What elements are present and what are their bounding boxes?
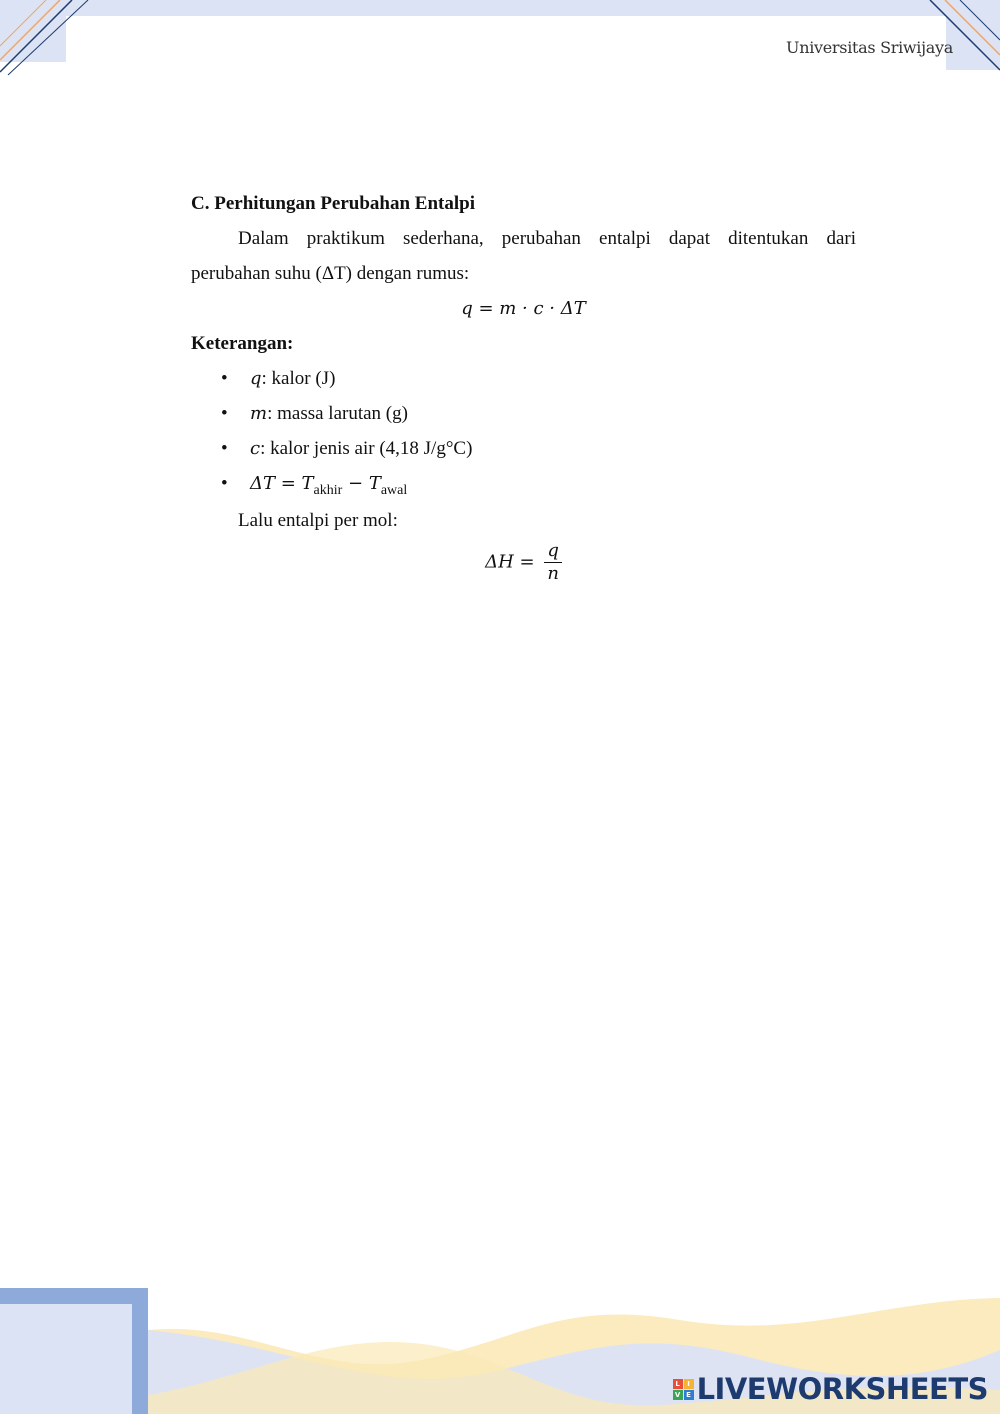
item-text: : kalor (J): [261, 368, 336, 389]
document-body: [191, 186, 856, 585]
item-text: : kalor jenis air (4,18 J/g°C): [260, 438, 473, 459]
item-text: : massa larutan (g): [267, 403, 408, 424]
delta-t-lhs: ΔT = T: [250, 473, 314, 494]
delta-t-minus: − T: [342, 473, 381, 494]
bullet-icon: •: [221, 368, 228, 389]
formula-enthalpy: [191, 540, 856, 585]
variable-list: [191, 361, 856, 503]
header-institution: Universitas Sriwijaya: [786, 38, 953, 57]
list-item: [191, 431, 856, 466]
bullet-icon: •: [221, 473, 228, 494]
enthalpy-lhs: ΔH =: [485, 551, 535, 573]
bullet-icon: •: [221, 438, 228, 459]
delta-t-sub-akhir: akhir: [313, 483, 343, 498]
item-symbol: q: [250, 368, 262, 389]
list-item: [191, 361, 856, 396]
formula-heat: [191, 291, 856, 326]
section-heading: C. Perhitungan Perubahan Entalpi: [191, 193, 475, 214]
delta-t-sub-awal: awal: [380, 483, 408, 498]
fraction-numerator: q: [544, 540, 562, 563]
lalu-text: Lalu entalpi per mol:: [238, 510, 398, 531]
intro-line-1: Dalam praktikum sederhana, perubahan entalpi dapat ditentukan dari: [238, 228, 856, 249]
list-item: [191, 466, 856, 503]
item-symbol: m: [250, 403, 268, 424]
bullet-icon: •: [221, 403, 228, 424]
formula-heat-text: q = m · c · ΔT: [461, 298, 586, 319]
keterangan-label: Keterangan:: [191, 333, 294, 354]
item-symbol: c: [250, 438, 261, 459]
intro-paragraph: [191, 221, 856, 256]
logo-text: LIVEWORKSHEETS: [696, 1372, 988, 1406]
list-item: [191, 396, 856, 431]
logo-mark-icon: L I V E: [673, 1379, 694, 1400]
intro-line-2: perubahan suhu (ΔT) dengan rumus:: [191, 263, 470, 284]
fraction-denominator: n: [547, 563, 559, 584]
liveworksheets-logo: [673, 1372, 988, 1406]
enthalpy-fraction: [544, 540, 562, 585]
